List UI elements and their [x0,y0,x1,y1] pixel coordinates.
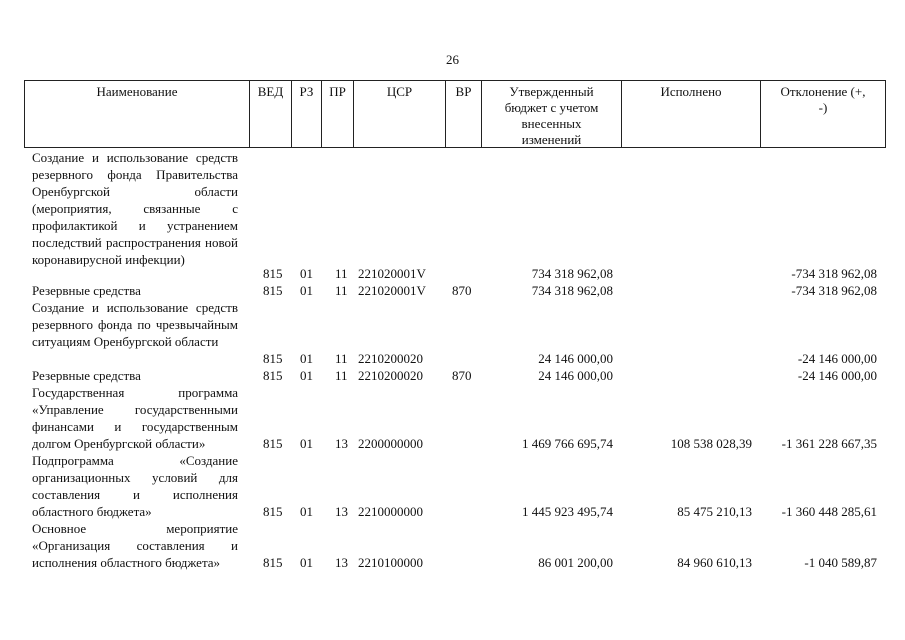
row-csr: 221020001V [358,266,426,281]
header-ved: ВЕД [249,81,291,147]
row-rz: 01 [300,436,313,451]
row-csr: 2200000000 [358,436,423,451]
row-ved: 815 [263,368,283,383]
row-rz: 01 [300,504,313,519]
row-rz: 01 [300,283,313,298]
row-ved: 815 [263,283,283,298]
row-name: Резервные средства [32,368,141,383]
header-rz: РЗ [291,81,321,147]
row-vr: 870 [452,368,472,383]
row-csr: 2210100000 [358,555,423,570]
row-name: Основное мероприятие «Организация составления и исполнения областного бюджета» [32,521,238,570]
row-deviation: -1 360 448 285,61 [781,504,877,519]
row-executed: 108 538 028,39 [670,436,752,451]
row-rz: 01 [300,351,313,366]
row-executed: 85 475 210,13 [677,504,752,519]
row-pr: 13 [335,436,348,451]
row-ved: 815 [263,436,283,451]
row-name: Создание и использование средств резервного фонда по чрезвычайным ситуациям Оренбургской области [32,300,238,349]
row-pr: 11 [335,266,348,281]
row-vr: 870 [452,283,472,298]
row-deviation: -734 318 962,08 [791,283,877,298]
row-csr: 2210000000 [358,504,423,519]
row-deviation: -1 361 228 667,35 [781,436,877,451]
row-rz: 01 [300,555,313,570]
row-deviation: -24 146 000,00 [797,351,877,366]
row-budget: 734 318 962,08 [531,283,613,298]
row-ved: 815 [263,351,283,366]
row-ved: 815 [263,555,283,570]
row-csr: 2210200020 [358,351,423,366]
row-pr: 11 [335,368,348,383]
row-ved: 815 [263,266,283,281]
row-budget: 24 146 000,00 [538,351,613,366]
header-deviation: Отклонение (+, -) [760,81,885,147]
row-deviation: -734 318 962,08 [791,266,877,281]
header-vr: ВР [445,81,481,147]
row-name: Государственная программа «Управление государственными финансами и государственным долгом Оренбургской области» [32,385,238,451]
header-name: Наименование [96,84,178,99]
row-pr: 13 [335,504,348,519]
row-pr: 13 [335,555,348,570]
row-budget: 24 146 000,00 [538,368,613,383]
header-csr: ЦСР [353,81,445,147]
header-budget: Утвержденный бюджет с учетом внесенных изменений [481,81,621,147]
row-ved: 815 [263,504,283,519]
row-budget: 734 318 962,08 [531,266,613,281]
row-name: Резервные средства [32,283,141,298]
row-deviation: -1 040 589,87 [804,555,877,570]
row-name: Создание и использование средств резервного фонда Правительства Оренбургской области (мероприятия, связанные с профилактикой и устранением последствий распространения новой коронавирусной инфекции) [32,150,238,267]
row-deviation: -24 146 000,00 [797,368,877,383]
row-pr: 11 [335,283,348,298]
table-header [24,80,886,148]
row-budget: 1 445 923 495,74 [522,504,613,519]
page-number: 26 [446,52,459,67]
row-name: Подпрограмма «Создание организационных условий для составления и исполнения областного бюджета» [32,453,238,519]
header-pr: ПР [321,81,353,147]
row-budget: 86 001 200,00 [538,555,613,570]
row-rz: 01 [300,368,313,383]
row-csr: 221020001V [358,283,426,298]
row-rz: 01 [300,266,313,281]
header-executed: Исполнено [621,81,760,147]
row-executed: 84 960 610,13 [677,555,752,570]
row-csr: 2210200020 [358,368,423,383]
row-pr: 11 [335,351,348,366]
row-budget: 1 469 766 695,74 [522,436,613,451]
